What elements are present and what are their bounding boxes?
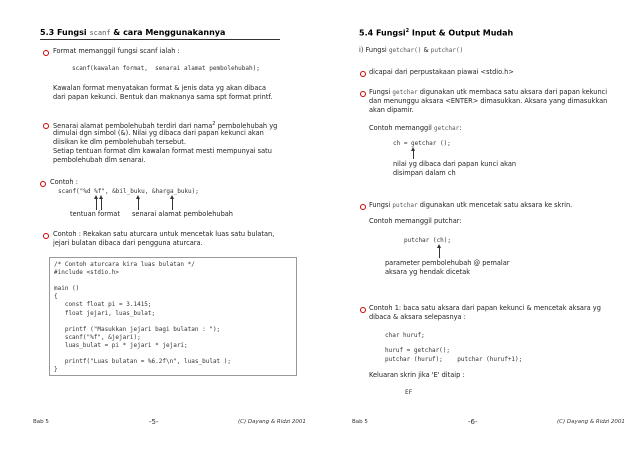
text-line: Contoh :: [50, 178, 78, 186]
code-line: [54, 318, 231, 326]
title-suffix: Input & Output Mudah: [409, 28, 514, 38]
program-code: [54, 261, 231, 374]
bullet-icon: [43, 123, 49, 129]
text-line: diisikan ke dlm pembolehubah tersebut.: [53, 138, 186, 146]
code-line: main (): [54, 285, 80, 293]
code-span: getchar: [392, 89, 418, 96]
arrow-up-icon: [439, 247, 440, 258]
text-span: Fungsi: [369, 88, 393, 96]
arrow-up-icon: [96, 198, 97, 210]
text-line: disimpan dalam ch: [393, 169, 456, 177]
text-line: [369, 124, 462, 133]
text-span: digunakan utk membaca satu aksara dari papan kekunci: [417, 88, 608, 96]
footer-page-number: -5-: [149, 418, 159, 426]
code-line: /* Contoh aturcara kira luas bulatan */: [54, 261, 195, 268]
code-line: luas_bulat = pi * jejari * jejari;: [54, 341, 188, 349]
text-line: [369, 88, 607, 97]
title-suffix: & cara Menggunakannya: [110, 28, 226, 37]
text-line: jejari bulatan dibaca dari pengguna aturcara.: [53, 239, 203, 247]
text-line: dari papan kekunci. Bentuk dan maknanya sama spt format printf.: [53, 93, 273, 101]
code-line: [54, 350, 231, 358]
bullet-icon: [40, 181, 46, 187]
code-line: huruf = getchar();: [385, 347, 451, 354]
text-line: dan menunggu aksara <ENTER> dimasukkan. Aksara yang dimasukkan: [369, 97, 608, 105]
arrow-up-icon: [413, 150, 414, 159]
text-line: parameter pembolehubah @ pemalar: [385, 259, 510, 267]
code-line: printf("Luas bulatan = %6.2f\n", luas_bulat );: [54, 358, 232, 366]
text-line: dimulai dgn simbol (&). Nilai yg dibaca dari papan kekunci akan: [53, 129, 264, 137]
code-line: float jejari, luas_bulat;: [54, 309, 156, 317]
code-line: {: [54, 293, 58, 301]
text-line: aksara yg hendak dicetak: [385, 268, 471, 276]
text-line: Setiap tentuan format dlm kawalan format mesti mempunyai satu: [53, 147, 272, 155]
code-line: scanf("%f", &jejari);: [54, 333, 141, 341]
code-line: scanf(kawalan format, senarai alamat pembolehubah);: [72, 65, 260, 72]
code-line: char huruf;: [385, 332, 425, 339]
text-line: [369, 201, 572, 210]
footer-chapter: Bab 5: [352, 419, 368, 425]
code-line: putchar (huruf); putchar (huruf+1);: [385, 356, 523, 363]
bullet-icon: [360, 71, 366, 77]
text-line: akan dipamir.: [369, 106, 414, 114]
arrow-up-icon: [138, 198, 139, 210]
title-underline: [40, 39, 280, 40]
code-line: [54, 277, 231, 285]
bullet-icon: [360, 91, 366, 97]
text-line: Kawalan format menyatakan format & jenis data yg akan dibaca: [53, 84, 267, 92]
text-line: Contoh 1: baca satu aksara dari papan kekunci & mencetak aksara yg: [369, 304, 601, 312]
text-span: pembolehubah yg: [215, 122, 278, 131]
text-span: Contoh memanggil: [369, 124, 434, 132]
arrow-up-icon: [172, 198, 173, 210]
code-line: ch = getchar ();: [393, 140, 451, 147]
code-span: getchar: [433, 125, 460, 132]
label-tentuan-format: tentuan format: [70, 210, 120, 218]
code-line: putchar (ch);: [404, 237, 451, 244]
text-span: &: [421, 46, 431, 54]
code-line: scanf("%d %f", &bil_buku, &harga_buku);: [58, 188, 199, 195]
section-heading: [359, 46, 463, 55]
superscript: 2: [405, 28, 410, 34]
page6-title: [359, 28, 513, 38]
text-line: Contoh memanggil putchar:: [369, 217, 462, 225]
text-span: Fungsi: [369, 201, 393, 209]
output-value: EF: [405, 389, 413, 396]
footer-copyright: (C) Dayang & Ridzi 2001: [238, 419, 306, 425]
text-line: dibaca & aksara selepasnya :: [369, 313, 466, 321]
arrow-up-icon: [101, 198, 102, 210]
title-prefix: 5.4 Fungsi: [359, 28, 406, 38]
code-span: putchar: [392, 202, 418, 209]
text-span: digunakan utk mencetak satu aksara ke skrin.: [417, 201, 573, 209]
code-span: putchar(): [430, 47, 464, 54]
text-span: :: [459, 124, 462, 132]
superscript: 2: [212, 121, 216, 127]
page-6: [319, 0, 638, 451]
bullet-text: Format memanggil fungsi scanf ialah :: [53, 47, 180, 55]
footer-copyright: (C) Dayang & Ridzi 2001: [557, 419, 625, 425]
code-line: #include <stdio.h>: [54, 269, 120, 277]
text-line: Contoh : Rekakan satu aturcara untuk mencetak luas satu bulatan,: [53, 230, 275, 238]
footer-page-number: -6-: [468, 418, 478, 426]
text-span: i) Fungsi: [359, 46, 389, 54]
code-line: const float pi = 3.1415;: [54, 301, 152, 309]
page5-title: [40, 28, 225, 37]
title-prefix: 5.3 Fungsi: [40, 28, 90, 37]
bullet-icon: [360, 204, 366, 210]
bullet-icon: [360, 307, 366, 313]
code-line: }: [54, 366, 58, 374]
label-senarai-alamat: senarai alamat pembolehubah: [132, 210, 233, 218]
bullet-icon: [43, 233, 49, 239]
bullet-icon: [43, 50, 49, 56]
code-line: printf ("Masukkan jejari bagi bulatan : ");: [54, 325, 221, 333]
code-span: getchar(): [388, 47, 422, 54]
text-line: nilai yg dibaca dari papan kunci akan: [393, 160, 517, 168]
text-line: pembolehubah dlm senarai.: [53, 156, 146, 164]
text-line: Keluaran skrin jika 'E' ditaip :: [369, 371, 465, 379]
title-code: scanf: [89, 29, 111, 37]
text-span: Senarai alamat pembolehubah terdiri dari nama: [53, 122, 213, 131]
footer-chapter: Bab 5: [33, 419, 49, 425]
program-code-box: [49, 257, 297, 376]
text-line: dicapai dari perpustakaan piawai <stdio.h>: [369, 68, 514, 76]
